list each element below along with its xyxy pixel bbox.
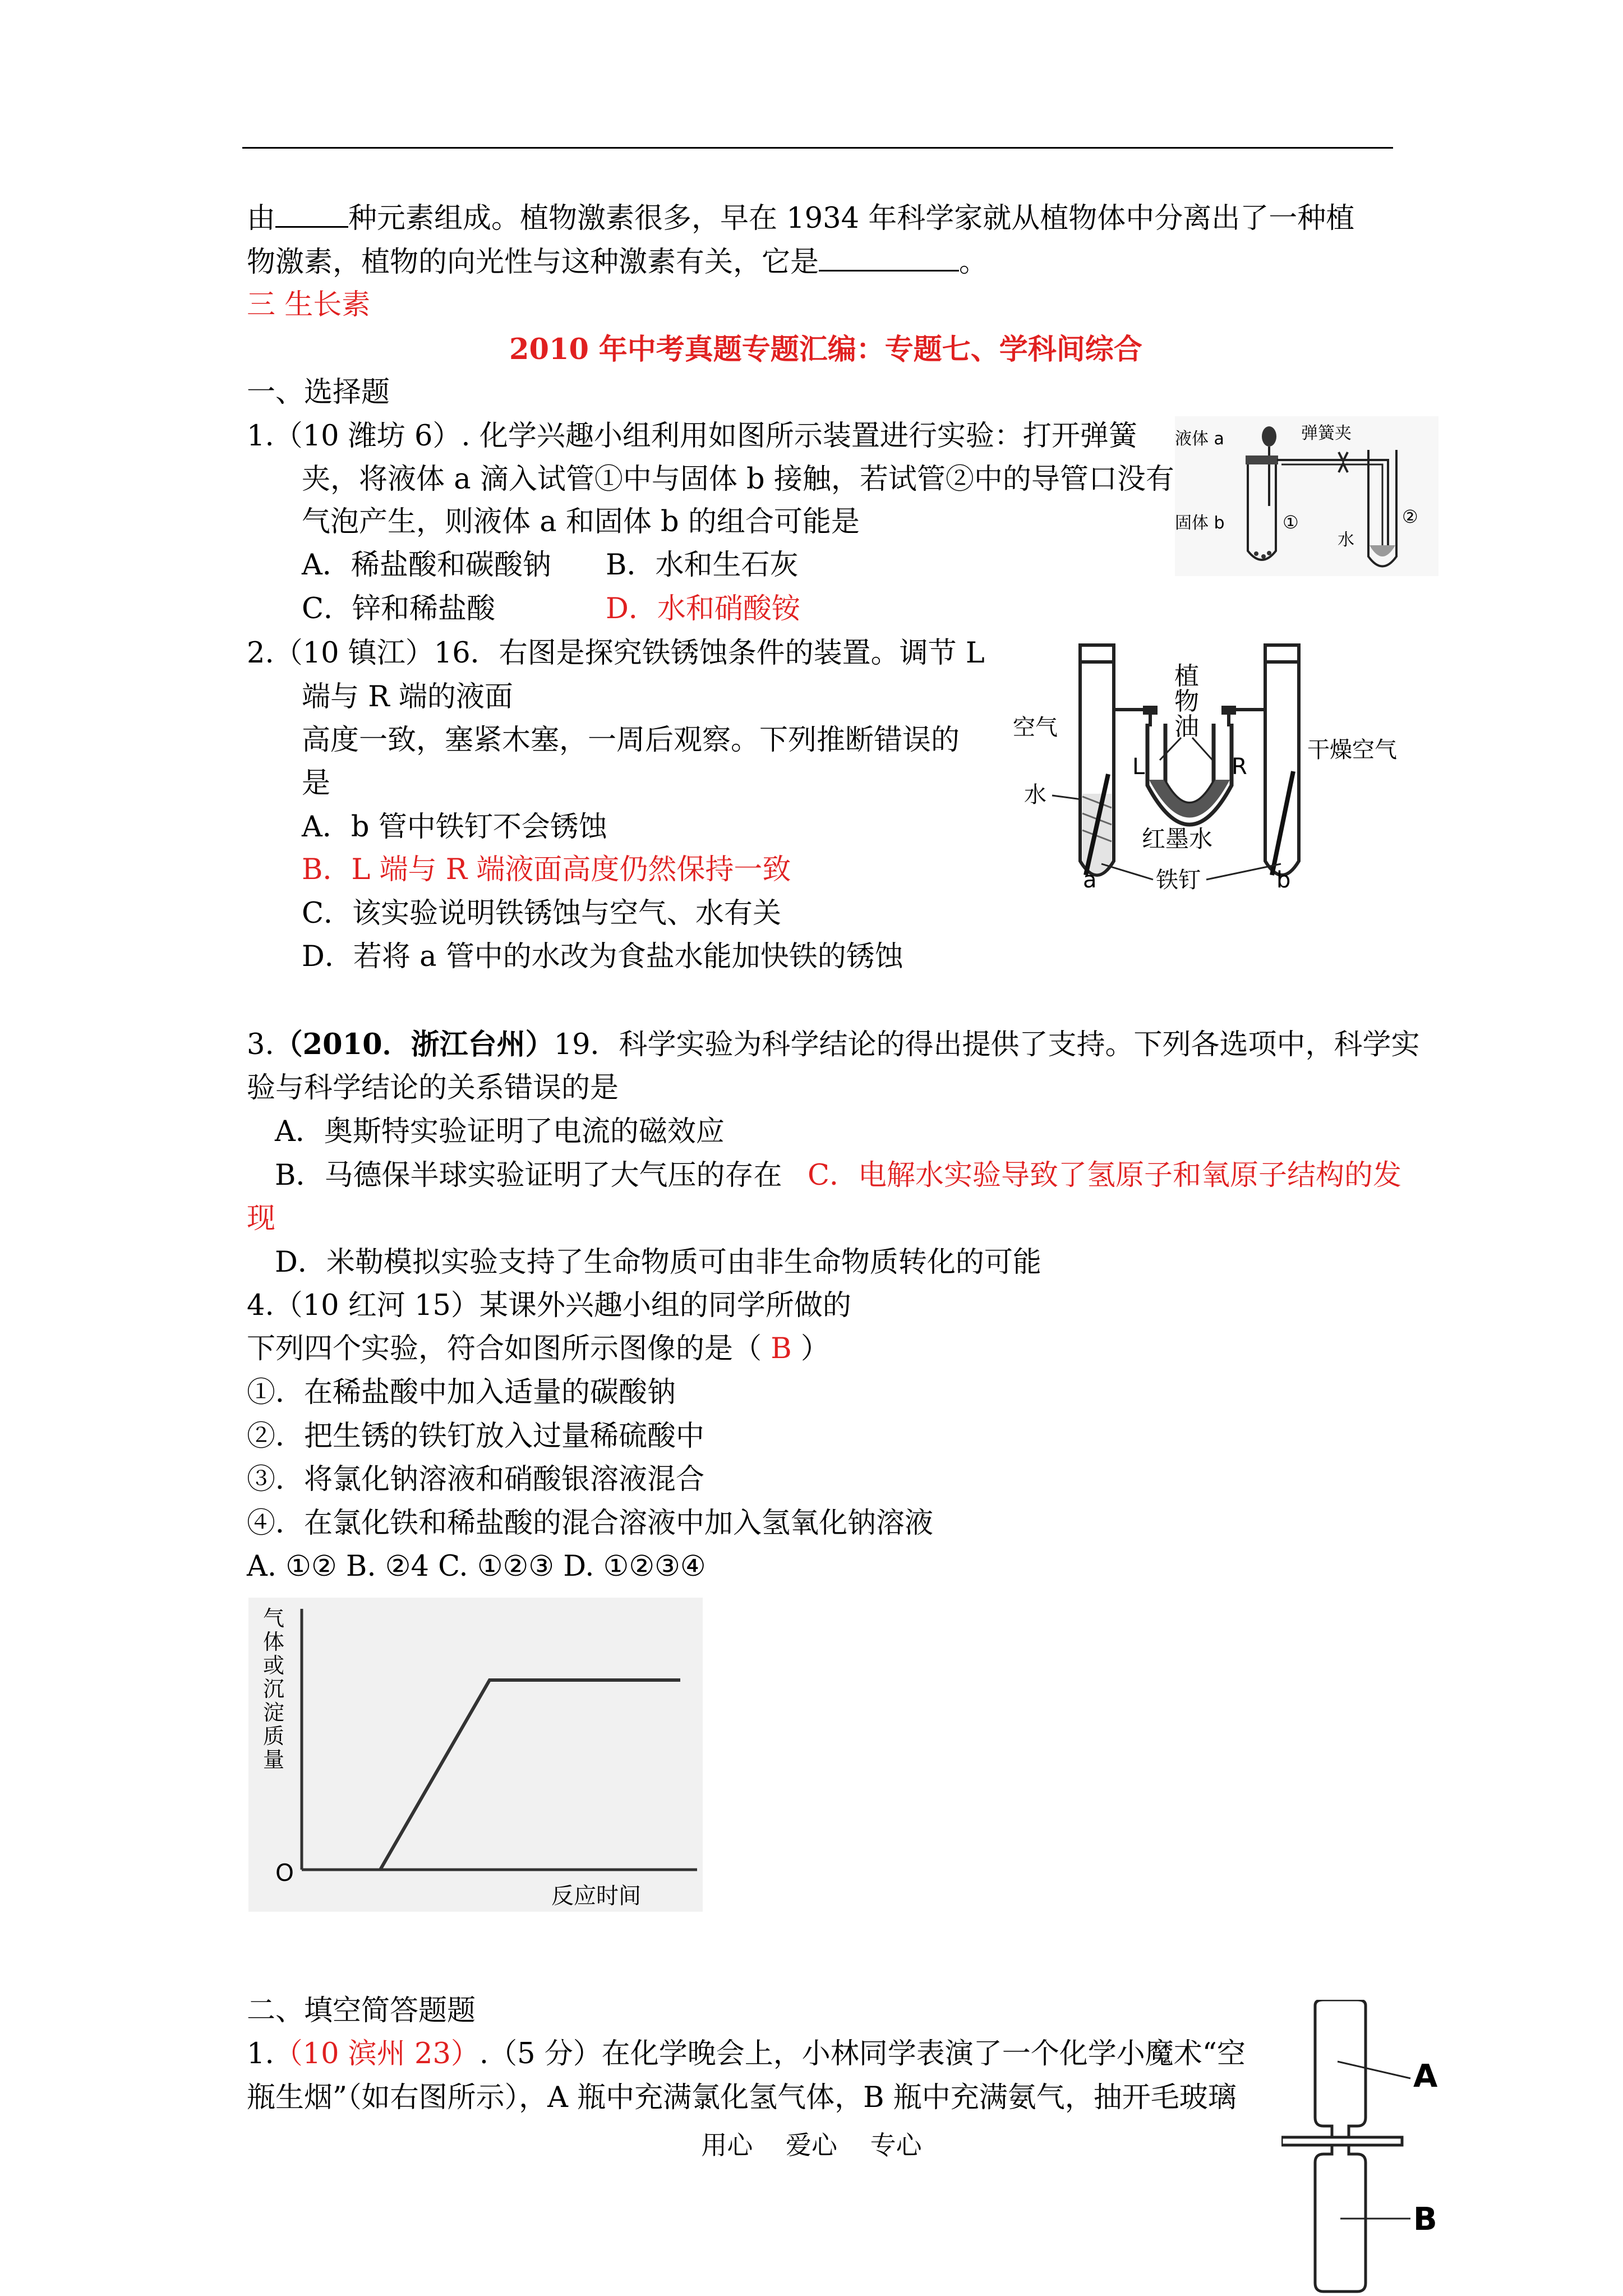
label-tube-1: ① (1283, 512, 1299, 533)
label-water: 水 (1024, 782, 1046, 808)
document-title: 2010 年中考真题专题汇编：专题七、学科间综合 (509, 333, 1142, 366)
q4-answer: B (762, 1332, 801, 1365)
label-R: R (1232, 754, 1247, 780)
f1-stem-2: 瓶生烟”（如右图所示），A 瓶中充满氯化氢气体，B 瓶中充满氨气，抽开毛玻璃 (247, 2081, 1237, 2114)
q1-stem-2: 夹，将液体 a 滴入试管①中与固体 b 接触，若试管②中的导管口没有 (302, 463, 1174, 496)
q4-options: A. ①② B. ②4 C. ①②③ D. ①②③④ (247, 1550, 706, 1583)
question-number: 3. (247, 1028, 274, 1061)
q2-option-b: B．L 端与 R 端液面高度仍然保持一致 (302, 853, 791, 886)
y-label-char: 淀 (262, 1700, 285, 1725)
label-iron-nail: 铁钉 (1156, 867, 1201, 893)
q2-stem-2: 端与 R 端的液面 (302, 680, 513, 714)
y-label-char: 体 (262, 1630, 285, 1654)
origin-label: O (275, 1859, 294, 1887)
q3-option-c: C．电解水实验导致了氢原子和氧原子结构的发 (808, 1159, 1402, 1192)
q2-stem-1: 2.（10 镇江）16．右图是探究铁锈蚀条件的装置。调节 L (247, 637, 985, 670)
section-heading-choice: 一、选择题 (247, 376, 390, 409)
q1-stem-1: 1.（10 潍坊 6）. 化学兴趣小组利用如图所示装置进行实验：打开弹簧 (247, 420, 1137, 453)
dropper-bulb (1262, 426, 1276, 447)
y-label-char: 量 (262, 1747, 285, 1772)
text-line-1 (247, 199, 1354, 238)
text-line-2 (247, 243, 988, 282)
q3-option-a: A．奥斯特实验证明了电流的磁效应 (275, 1115, 725, 1148)
label-tube-b: b (1276, 867, 1291, 893)
figure-spring-clamp-apparatus (1175, 416, 1438, 576)
label-air: 空气 (1013, 715, 1058, 740)
fill-blank-2 (819, 244, 959, 272)
q2-option-a: A．b 管中铁钉不会锈蚀 (302, 811, 607, 844)
text-fragment: .（5 分）在化学晚会上，小林同学表演了一个化学小魔术“空 (479, 2037, 1246, 2070)
label-A: A (1413, 2058, 1438, 2095)
q3-stem-2: 验与科学结论的关系错误的是 (247, 1071, 619, 1105)
section-heading-fill: 二、填空简答题题 (247, 1994, 476, 2027)
label-oil-1: 植 (1174, 662, 1199, 691)
label-oil-2: 物 (1174, 687, 1199, 716)
question-source: （10 滨州 23） (274, 2037, 479, 2070)
text-fragment: 下列四个实验，符合如图所示图像的是（ (247, 1332, 762, 1365)
label-L: L (1132, 754, 1145, 780)
label-B: B (1413, 2201, 1437, 2238)
footer-text: 专心 (870, 2130, 922, 2160)
q3-stem-1 (247, 1025, 1420, 1065)
y-label-char: 质 (262, 1724, 285, 1749)
q1-option-d: D．水和硝酸铵 (606, 592, 800, 625)
text-fragment: 19．科学实验为科学结论的得出提供了支持。下列各选项中，科学实 (554, 1028, 1420, 1061)
x-axis-label: 反应时间 (551, 1883, 641, 1909)
q2-option-d: D．若将 a 管中的水改为食盐水能加快铁的锈蚀 (302, 940, 903, 973)
label-oil-3: 油 (1174, 712, 1199, 741)
q4-item-2: ②．把生锈的铁钉放入过量稀硫酸中 (247, 1420, 705, 1453)
y-label-char: 沉 (262, 1677, 285, 1701)
q2-stem-3: 高度一致，塞紧木塞，一周后观察。下列推断错误的 (302, 724, 960, 757)
label-red-ink: 红墨水 (1142, 825, 1213, 853)
header-rule (242, 147, 1393, 149)
q4-stem-2 (247, 1329, 829, 1369)
q1-option-c: C．锌和稀盐酸 (302, 592, 496, 625)
f1-stem-1 (247, 2035, 1246, 2074)
question-source: （2010．浙江台州） (274, 1028, 554, 1061)
label-water: 水 (1338, 530, 1354, 550)
q4-item-4: ④．在氯化铁和稀盐酸的混合溶液中加入氢氧化钠溶液 (247, 1507, 934, 1540)
test-tube-b (1265, 662, 1299, 875)
q4-stem-1: 4.（10 红河 15）某课外兴趣小组的同学所做的 (247, 1289, 851, 1322)
label-solid-b: 固体 b (1175, 513, 1225, 533)
q4-item-3: ③．将氯化钠溶液和硝酸银溶液混合 (247, 1463, 705, 1496)
q3-option-b: B．马德保半球实验证明了大气压的存在 (275, 1159, 782, 1192)
q4-item-1: ①．在稀盐酸中加入适量的碳酸钠 (247, 1376, 676, 1409)
q2-stem-4: 是 (302, 767, 331, 800)
label-dry-air: 干燥空气 (1307, 737, 1397, 763)
figure-reaction-graph (248, 1598, 703, 1912)
q3-option-d: D．米勒模拟实验支持了生命物质可由非生命物质转化的可能 (275, 1246, 1041, 1279)
bottle-A (1315, 2000, 1366, 2137)
text-fragment: 。 (959, 246, 988, 279)
q2-option-c: C．该实验说明铁锈蚀与空气、水有关 (302, 897, 782, 930)
q1-option-a: A．稀盐酸和碳酸钠 (302, 549, 551, 582)
label-spring-clamp: 弹簧夹 (1301, 424, 1352, 443)
fill-blank-1 (275, 200, 348, 228)
q3-option-c-cont: 现 (247, 1202, 276, 1235)
text-fragment: 由 (247, 202, 276, 235)
label-liquid-a: 液体 a (1175, 429, 1224, 449)
question-number: 1. (247, 2037, 274, 2070)
iron-nail-b (1272, 771, 1293, 875)
text-fragment: 种元素组成。植物激素很多，早在 1934 年科学家就从植物体中分离出了一种植 (348, 202, 1355, 235)
answer-growth-hormone: 三 生长素 (247, 288, 371, 321)
figure-iron-rust-apparatus (1013, 639, 1405, 898)
label-tube-2: ② (1402, 506, 1418, 527)
q1-stem-3: 气泡产生，则液体 a 和固体 b 的组合可能是 (302, 505, 860, 539)
y-label-char: 或 (262, 1653, 285, 1678)
footer-text: 用心 (701, 2130, 753, 2160)
y-label-char: 气 (262, 1606, 285, 1631)
label-tube-a: a (1083, 867, 1097, 893)
text-fragment: 物激素，植物的向光性与这种激素有关，它是 (247, 246, 819, 279)
page-footer (0, 2125, 1623, 2162)
q1-option-b: B．水和生石灰 (606, 549, 799, 582)
text-fragment: ） (800, 1332, 829, 1365)
footer-text: 爱心 (786, 2130, 837, 2160)
